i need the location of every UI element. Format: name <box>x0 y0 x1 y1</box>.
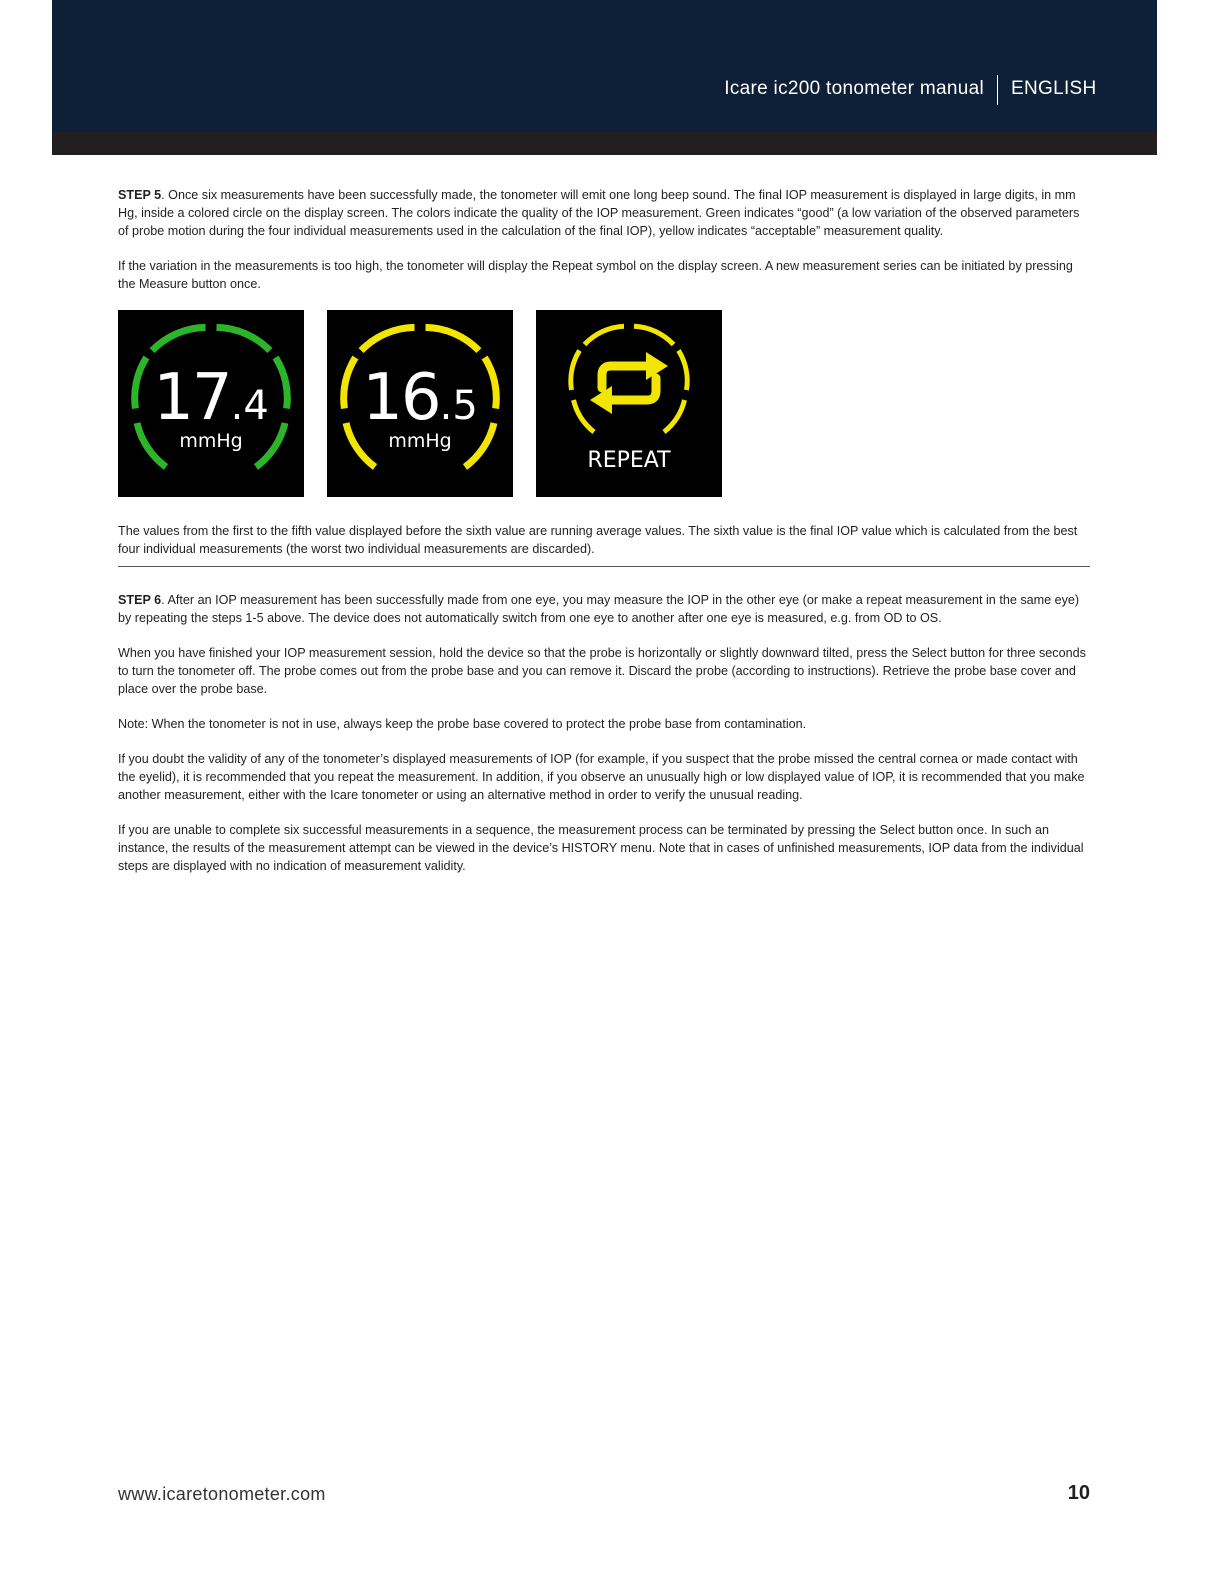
iop-value-good: 17.4 <box>153 361 269 435</box>
header-separator <box>997 75 998 105</box>
page-number: 10 <box>1067 1482 1090 1504</box>
footer-url: www.icaretonometer.com <box>118 1484 326 1504</box>
note-paragraph: Note: When the tonometer is not in use, always keep the probe base covered to protect the probe base from contamination. <box>118 717 807 731</box>
iop-display-good <box>118 310 304 497</box>
repeat-display <box>536 310 722 497</box>
doubt-paragraph: If you doubt the validity of any of the tonometer’s displayed measurements of IOP (for example, if you suspect that the probe missed the central cornea or made contact with the eyelid), it is recommended that you repeat the measurement. In addition, if you observe an unusually high or low displayed value of IOP, it is recommended that you make another measurement, either with the Icare tonometer or using an alternative method in order to verify the unusual reading. <box>118 752 1085 802</box>
section-divider <box>118 566 1090 567</box>
repeat-label: REPEAT <box>587 448 671 473</box>
unable-paragraph: If you are unable to complete six successful measurements in a sequence, the measurement process can be terminated by pressing the Select button once. In such an instance, the results of the measurement attempt can be viewed in the device’s HISTORY menu. Note that in cases of unfinished measurements, IOP data from the individual steps are displayed with no indication of measurement validity. <box>118 823 1084 873</box>
step5-label: STEP 5 <box>118 188 162 202</box>
manual-title: Icare ic200 tonometer manual <box>724 78 984 99</box>
step5-text: . Once six measurements have been successfully made, the tonometer will emit one long beep sound. The final IOP measurement is displayed in large digits, in mm Hg, inside a colored circle on the display screen. The colors indicate the quality of the IOP measurement. Green indicates “good” (a low variation of the observed parameters of probe motion during the four individual measurements used in the calculation of the final IOP), yellow indicates “acceptable” measurement quality. <box>118 188 1080 238</box>
display-examples <box>118 310 1090 497</box>
unit-label: mmHg <box>179 430 243 452</box>
running-average-paragraph: The values from the first to the fifth value displayed before the sixth value are running average values. The sixth value is the final IOP value which is calculated from the best four individual measurements (the worst two individual measurements are discarded). <box>118 524 1078 556</box>
header-strip <box>52 132 1157 155</box>
language-label: ENGLISH <box>1011 78 1097 99</box>
step5-paragraph <box>118 186 1090 240</box>
repeat-paragraph: If the variation in the measurements is too high, the tonometer will display the Repeat symbol on the display screen. A new measurement series can be initiated by pressing the Measure button once. <box>118 259 1073 291</box>
page-content <box>118 186 1090 892</box>
unit-label: mmHg <box>388 430 452 452</box>
step6-label: STEP 6 <box>118 593 162 607</box>
step6-text: . After an IOP measurement has been successfully made from one eye, you may measure the IOP in the other eye (or make a repeat measurement in the same eye) by repeating the steps 1-5 above. The device does not automatically switch from one eye to another after one eye is measured, e.g. from OD to OS. <box>118 593 1080 625</box>
finish-paragraph: When you have finished your IOP measurement session, hold the device so that the probe is horizontally or slightly downward tilted, press the Select button for three seconds to turn the tonometer off. The probe comes out from the probe base and you can remove it. Discard the probe (according to instructions). Retrieve the probe base cover and place over the probe base. <box>118 646 1086 696</box>
iop-value-acceptable: 16.5 <box>362 361 478 435</box>
iop-display-acceptable <box>327 310 513 497</box>
step6-paragraph <box>118 591 1090 627</box>
page-header <box>52 0 1157 155</box>
